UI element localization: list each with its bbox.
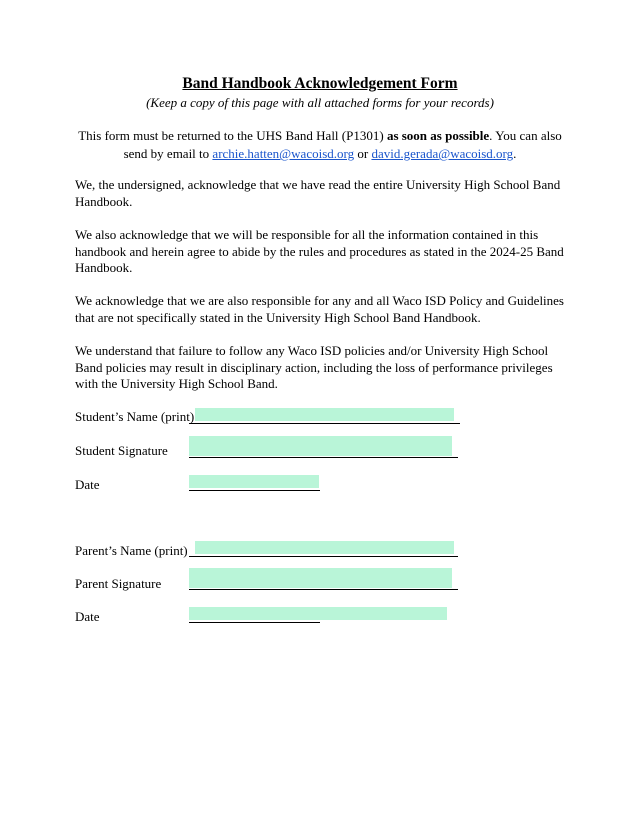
parent-date-field[interactable] xyxy=(189,607,447,620)
paragraph-read-handbook: We, the undersigned, acknowledge that we have read the entire University High School Band Handbook. xyxy=(75,177,561,209)
paragraph-waco-isd-policy: We acknowledge that we are also responsible for any and all Waco ISD Policy and Guidelines that are not specifically stated in the University High School Band Handbook. xyxy=(75,293,564,325)
email-link-archie-hatten[interactable]: archie.hatten@wacoisd.org xyxy=(212,146,355,161)
email-link-david-gerada[interactable]: david.gerada@wacoisd.org xyxy=(371,146,514,161)
intro-bold-text: as soon as possible xyxy=(386,128,490,143)
parent-date-label: Date xyxy=(75,609,100,624)
paragraph-responsibility: We also acknowledge that we will be responsible for all the information contained in this handbook and herein agree to abide by the rules and procedures as stated in the 2024-25 Band Handbook. xyxy=(75,227,564,275)
student-date-line xyxy=(189,490,320,491)
parent-date-line xyxy=(189,622,320,623)
intro-text-middle: . You can also send by email to xyxy=(123,128,562,161)
parent-signature-line xyxy=(189,589,458,590)
intro-or-text: or xyxy=(354,146,372,161)
intro-text xyxy=(75,127,565,163)
student-name-label: Student’s Name (print) xyxy=(75,409,195,424)
student-date-field[interactable] xyxy=(189,475,319,488)
intro-end-text: . xyxy=(513,146,517,161)
form-subtitle: (Keep a copy of this page with all attached forms for your records) xyxy=(146,95,494,110)
intro-text-before: This form must be returned to the UHS Band Hall (P1301) xyxy=(78,128,387,143)
parent-name-label: Parent’s Name (print) xyxy=(75,543,188,558)
student-name-line xyxy=(189,423,460,424)
parent-name-line xyxy=(189,556,458,557)
parent-signature-field[interactable] xyxy=(189,568,452,588)
parent-name-field[interactable] xyxy=(195,541,454,554)
parent-signature-label: Parent Signature xyxy=(75,576,162,591)
student-signature-label: Student Signature xyxy=(75,443,168,458)
student-signature-line xyxy=(189,457,458,458)
paragraph-disciplinary-action: We understand that failure to follow any Waco ISD policies and/or University High School Band policies may result in disciplinary action, including the loss of performance privileges with the University High School Band. xyxy=(75,343,553,391)
student-date-label: Date xyxy=(75,477,100,492)
student-signature-field[interactable] xyxy=(189,436,452,456)
student-name-field[interactable] xyxy=(195,408,454,421)
form-title: Band Handbook Acknowledgement Form xyxy=(182,75,458,92)
